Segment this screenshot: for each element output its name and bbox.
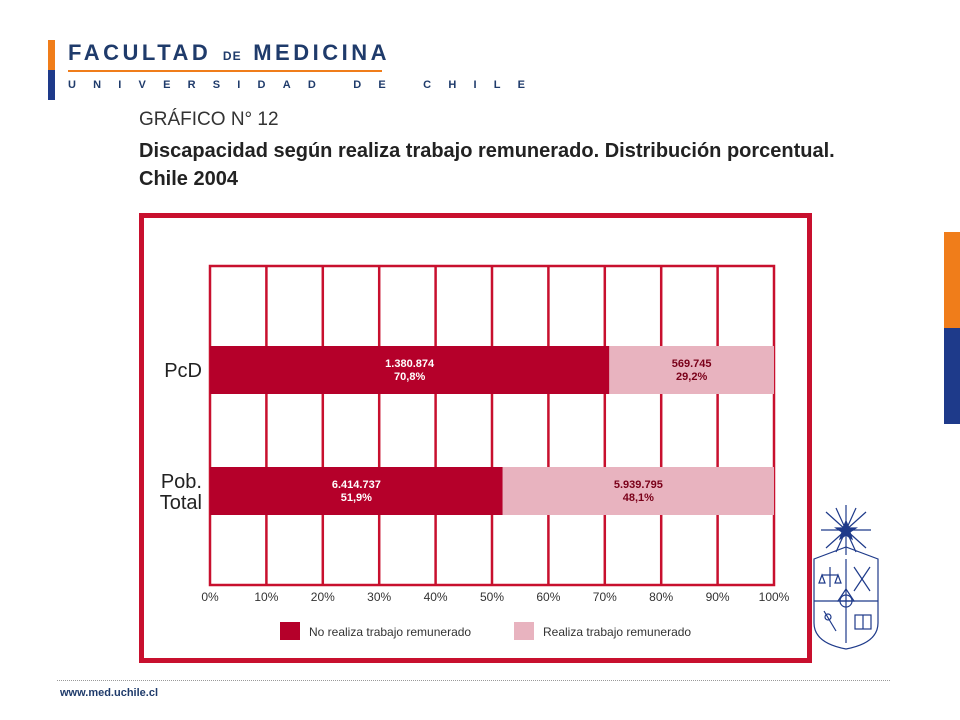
figure-title-line-2: Chile 2004 [139, 168, 238, 190]
chart-frame [139, 213, 812, 663]
bar-label-count: 1.380.874 [385, 358, 435, 370]
x-tick-label: 90% [705, 590, 730, 604]
figure-title [139, 137, 839, 193]
side-accent-orange [944, 232, 960, 328]
x-tick-label: 30% [367, 590, 392, 604]
x-tick-label: 10% [254, 590, 279, 604]
logo-title-word-1: FACULTAD [68, 40, 212, 65]
x-tick-label: 40% [423, 590, 448, 604]
x-tick-label: 0% [201, 590, 219, 604]
legend-swatch [280, 622, 300, 640]
category-label-line-1: Pob. [160, 471, 202, 493]
footer-url[interactable]: www.med.uchile.cl [60, 687, 159, 699]
figure-label: GRÁFICO N° 12 [139, 109, 279, 130]
bar-segment [210, 346, 609, 394]
logo-bar-orange [48, 40, 55, 70]
category-label-line-2: Total [159, 492, 202, 514]
x-tick-label: 80% [649, 590, 674, 604]
bar-label-percent: 48,1% [622, 492, 654, 504]
logo-rule [68, 70, 382, 72]
bar-label-count: 5.939.795 [613, 479, 663, 491]
legend-label: Realiza trabajo remunerado [543, 625, 692, 639]
bar-label-count: 6.414.737 [331, 479, 381, 491]
x-tick-label: 50% [479, 590, 505, 604]
bar-label-percent: 29,2% [676, 371, 708, 383]
x-tick-label: 60% [536, 590, 561, 604]
legend-swatch [514, 622, 534, 640]
bar-segment [503, 467, 774, 515]
bar-label-percent: 70,8% [394, 371, 426, 383]
bar-label-percent: 51,9% [340, 492, 372, 504]
footer-divider [57, 680, 890, 681]
faculty-logo-title [68, 40, 390, 66]
figure-title-line-1: Discapacidad según realiza trabajo remunerado. Distribución porcentual. [139, 140, 835, 162]
legend-label: No realiza trabajo remunerado [309, 625, 472, 639]
logo-bar-blue [48, 70, 55, 100]
university-crest-icon [808, 503, 888, 651]
bar-segment [210, 467, 503, 515]
side-accent-blue [944, 328, 960, 424]
logo-title-word-2: MEDICINA [253, 40, 390, 65]
x-tick-label: 100% [758, 590, 790, 604]
x-tick-label: 70% [592, 590, 617, 604]
university-subtitle: UNIVERSIDAD DE CHILE [68, 79, 543, 91]
bar-label-count: 569.745 [671, 358, 712, 370]
x-tick-label: 20% [310, 590, 335, 604]
stacked-bar-chart [144, 218, 807, 658]
logo-title-de: DE [222, 49, 242, 63]
category-label: PcD [164, 360, 202, 382]
bar-segment [609, 346, 774, 394]
